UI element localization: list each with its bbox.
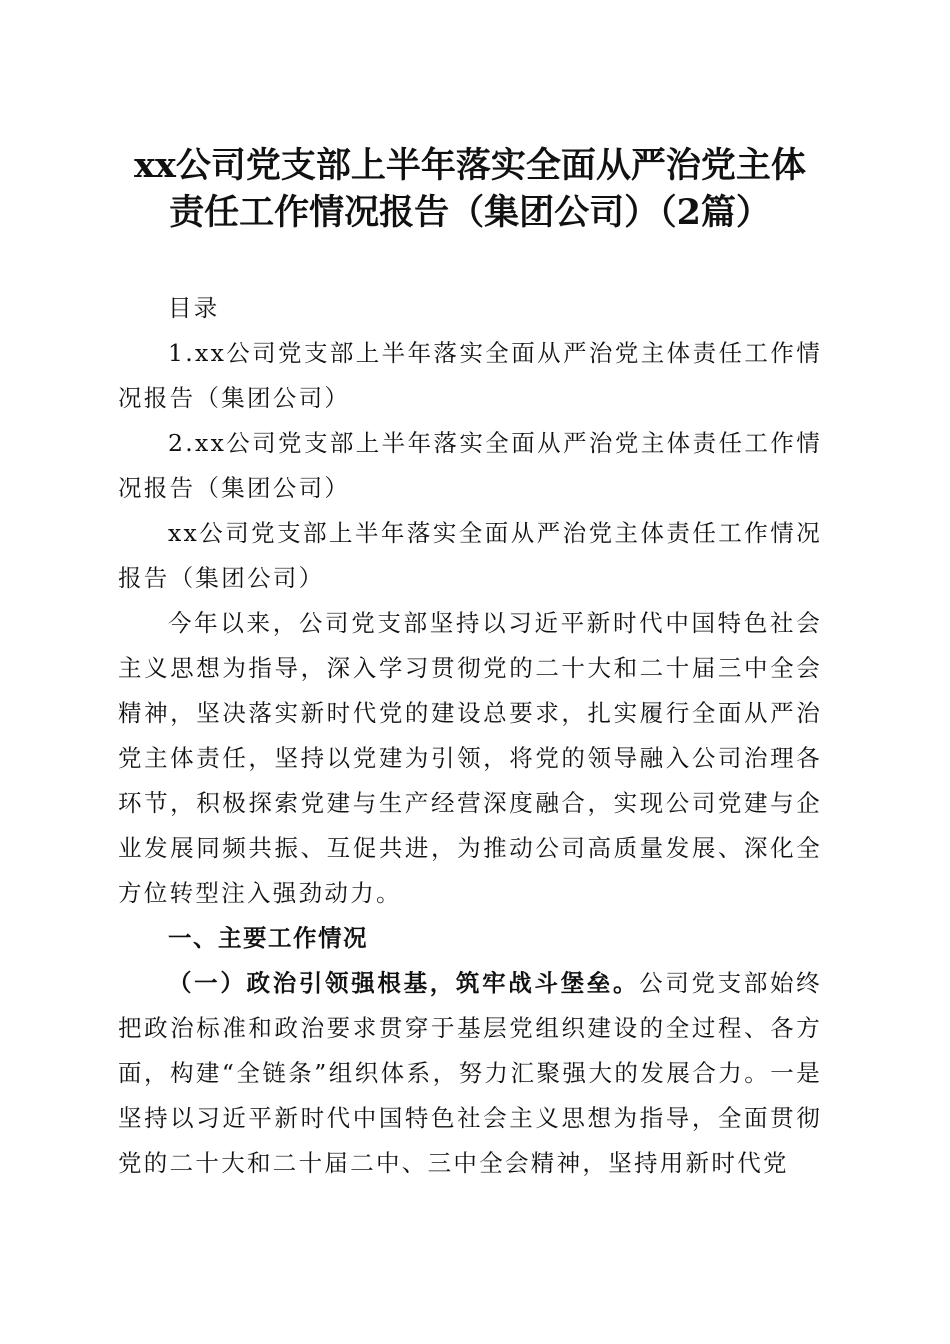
toc-item-1: 1.xx公司党支部上半年落实全面从严治党主体责任工作情况报告（集团公司）: [118, 339, 822, 412]
article-title: xx公司党支部上半年落实全面从严治党主体责任工作情况报告（集团公司）: [118, 519, 822, 592]
subsection-text: 公司党支部始终把政治标准和政治要求贯穿于基层党组织建设的全过程、各方面，构建“全链条”组织体系，努力汇聚强大的发展合力。一是坚持以习近平新时代中国特色社会主义思想为指导，全面贯彻党的二十大和二十届二中、三中全会精神，坚持用新时代党: [118, 969, 822, 1177]
document-title-line-1: xx公司党支部上半年落实全面从严治党主体: [134, 145, 806, 186]
toc-label: 目录: [168, 294, 220, 322]
toc-item-2: 2.xx公司党支部上半年落实全面从严治党主体责任工作情况报告（集团公司）: [118, 429, 822, 502]
document-title-line-2: 责任工作情况报告（集团公司）（2篇）: [169, 192, 771, 233]
subsection-paragraph: [118, 961, 822, 1186]
document-title: [118, 142, 822, 236]
subsection-heading: （一）政治引领强根基，筑牢战斗堡垒。: [168, 969, 640, 997]
section-heading: 一、主要工作情况: [168, 924, 368, 952]
intro-paragraph: 今年以来，公司党支部坚持以习近平新时代中国特色社会主义思想为指导，深入学习贯彻党的二十大和二十届三中全会精神，坚决落实新时代党的建设总要求，扎实履行全面从严治党主体责任，坚持以党建为引领，将党的领导融入公司治理各环节，积极探索党建与生产经营深度融合，实现公司党建与企业发展同频共振、互促共进，为推动公司高质量发展、深化全方位转型注入强劲动力。: [118, 609, 822, 907]
